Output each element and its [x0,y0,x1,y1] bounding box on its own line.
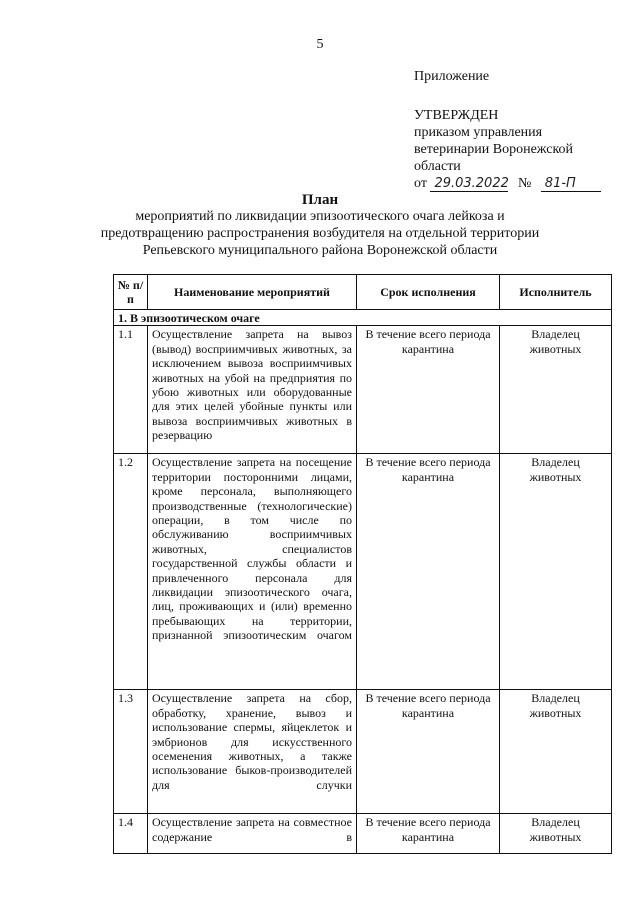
measures-table [113,274,612,854]
header-executor: Исполнитель [500,275,612,310]
row-executor: Владелец животных [500,326,612,454]
table-header-row [114,275,612,310]
approval-date-line [414,175,614,192]
row-num: 1.1 [114,326,148,454]
table-row [114,814,612,854]
row-term: В течение всего периода карантина [357,814,500,854]
approval-block [414,68,614,192]
approved-label: УТВЕРЖДЕН [414,108,499,123]
table-row [114,690,612,814]
date-prefix: от [414,176,427,191]
document-title: План [301,192,339,208]
row-name: Осуществление запрета на вывоз (вывод) восприимчивых животных, за исключением вывоза восприимчивых животных на убой на предприятия по убою животных или оборудованные для этих целей убойные пункты или вывоза восприимчивых животных в резервацию [148,326,357,454]
header-name: Наименование мероприятий [148,275,357,310]
handwritten-number: 81-П [541,176,601,192]
row-name: Осуществление запрета на сбор, обработку, хранение, вывоз и использование спермы, яйцеклеток и эмбрионов для искусственного осеменения животных, а также использование быков-производителей для случки [148,690,357,814]
header-num: № п/п [114,275,148,310]
vet-word: ветеринарии [414,142,490,157]
table-row [114,326,612,454]
region-word: Воронежской [492,142,574,157]
order-word: приказом [414,125,470,140]
row-name: Осуществление запрета на посещение территории посторонними лицами, кроме персонала, выполняющего производственные (технологические) операции, в том числе по обслуживанию восприимчивых животных, специалистов государственной службы области и привлеченного персонала для ликвидации эпизоотического очага, лиц, проживающих и (или) временно пребывающих на территории, признанной эпизоотическим очагом [148,454,357,690]
row-executor: Владелец животных [500,814,612,854]
row-name: Осуществление запрета на совместное содержание в [148,814,357,854]
row-num: 1.4 [114,814,148,854]
header-term: Срок исполнения [357,275,500,310]
row-num: 1.3 [114,690,148,814]
approval-order-line [414,124,614,141]
row-num: 1.2 [114,454,148,690]
management-word: управления [473,125,543,140]
table-row [114,454,612,690]
row-term: В течение всего периода карантина [357,454,500,690]
section-row [114,310,612,326]
section-title: 1. В эпизоотическом очаге [114,310,612,326]
attachment-label: Приложение [414,69,490,84]
document-subtitle: мероприятий по ликвидации эпизоотического очага лейкоза и предотвращению распространения возбудителя на отдельной территории Репьевского муниципального района Воронежской области [100,209,540,258]
row-term: В течение всего периода карантина [357,690,500,814]
page-number: 5 [316,37,324,52]
row-executor: Владелец животных [500,690,612,814]
number-prefix: № [517,176,532,191]
oblast-word: области [414,159,461,174]
row-executor: Владелец животных [500,454,612,690]
row-term: В течение всего периода карантина [357,326,500,454]
approval-vet-line [414,141,614,158]
handwritten-date: 29.03.2022 [430,176,508,192]
